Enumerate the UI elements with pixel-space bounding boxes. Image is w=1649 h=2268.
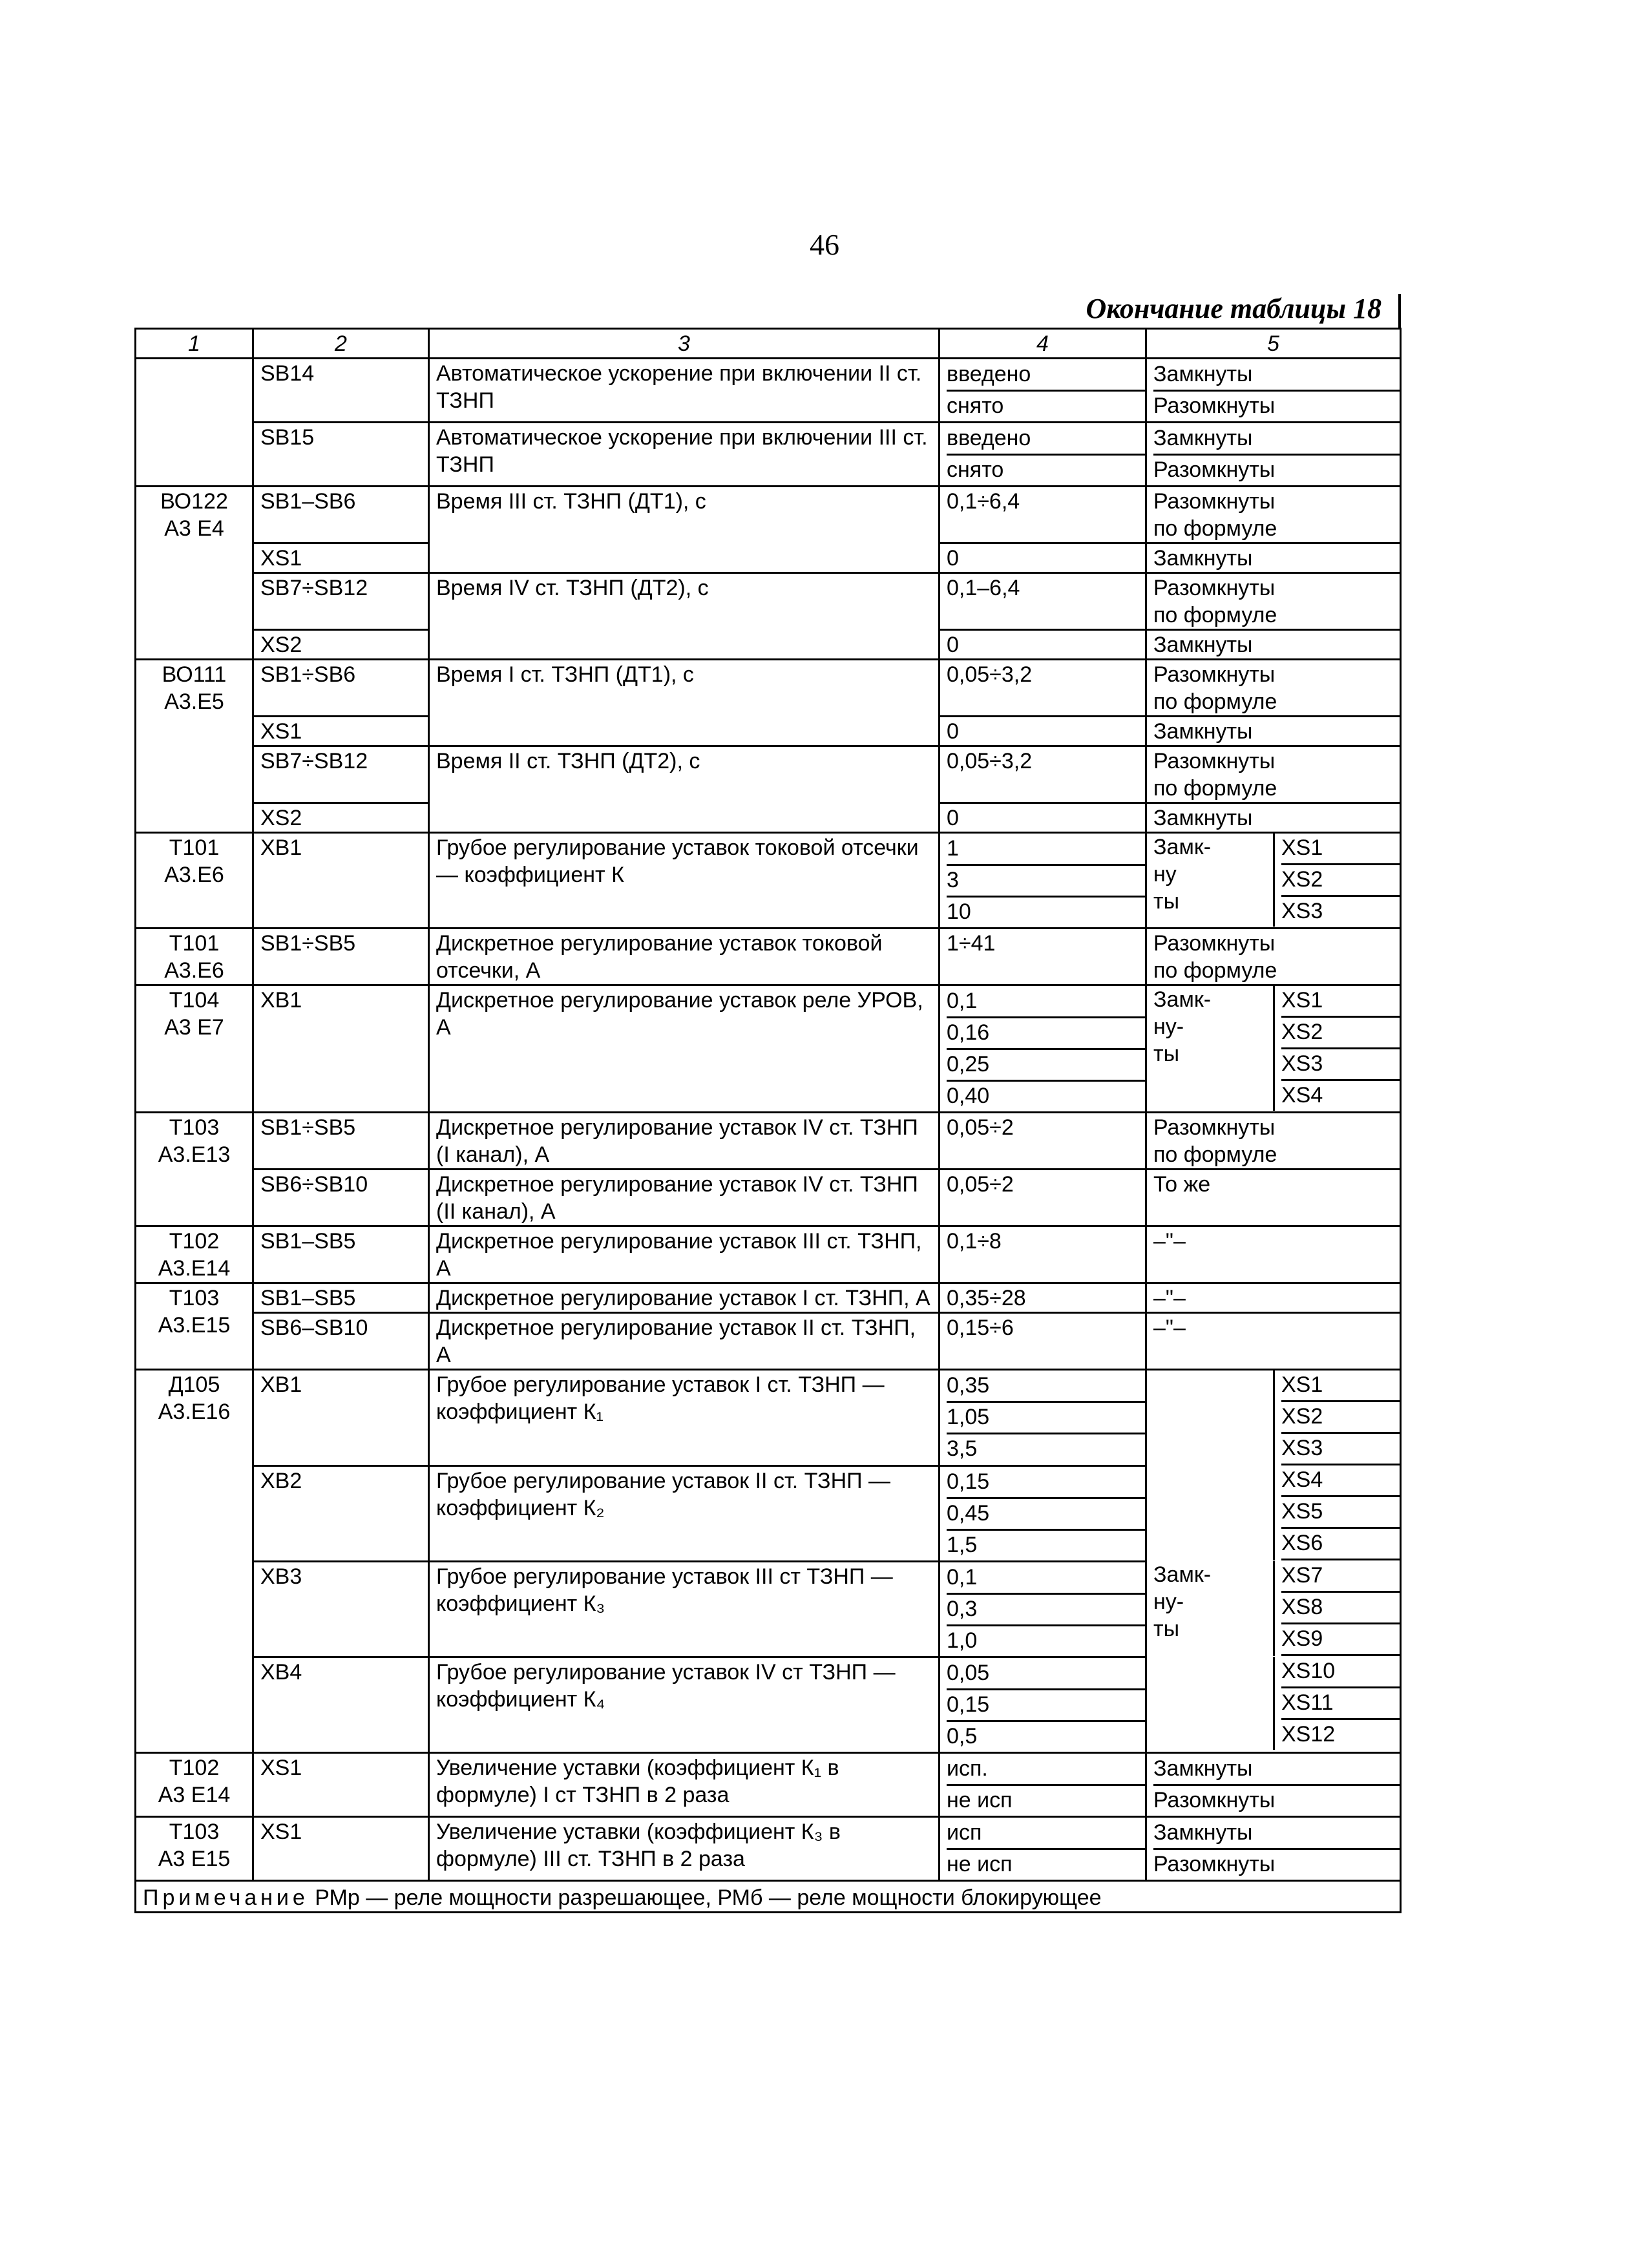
cell-element: XS2 [253,630,429,660]
state-label [1147,1370,1273,1465]
table-row [136,1657,1401,1752]
state-label-line: ты [1153,889,1180,914]
cell-element: SB14 [253,359,429,423]
block-id-line-stack [143,1114,246,1168]
cell-description: Дискретное регулирование уставок IV ст. ТЗНП (II канал), А [429,1170,940,1226]
block-id-line: А3.Е16 [158,1400,231,1424]
block-id-line: Т102 [169,1229,220,1254]
connector-line: XS4 [1281,1083,1323,1108]
cell-block-id [136,929,253,985]
cell-description: Дискретное регулирование уставок токовой отсечки, А [429,929,940,985]
value-line: введено [947,360,1145,392]
cell-element: SB1–SB5 [253,1226,429,1283]
cell-element: XS1 [253,1752,429,1816]
value-line: введено [947,424,1145,456]
connector-line: XS5 [1281,1497,1400,1529]
cell-block-id [136,1752,253,1816]
state-line: по формуле [1153,776,1277,801]
state-line-stack [1153,424,1400,485]
state-line-stack [1153,748,1393,802]
connector-line: XS4 [1281,1465,1400,1497]
state-line: Замкнуты [1153,360,1400,392]
cell-state [1146,1113,1401,1170]
cell-value: 0 [940,630,1146,660]
value-line: 1 [947,834,1145,866]
cell-state: Замкнуты [1146,717,1401,746]
cell-state: То же [1146,1170,1401,1226]
table-row [136,1465,1401,1561]
state-label [1147,1657,1273,1750]
cell-value: 0,05÷3,2 [940,746,1146,803]
connector-line: XS3 [1281,899,1323,923]
value-line-stack [947,987,1145,1111]
cell-state [1146,1370,1401,1466]
cell-value: 0,05÷2 [940,1170,1146,1226]
state-label-line: ты [1153,1617,1180,1641]
state-label-line: ну [1153,862,1177,887]
block-id-line: А3.Е6 [164,863,224,887]
cell-block-id [136,1370,253,1753]
cell-value [940,1816,1146,1880]
value-line-stack [947,1754,1145,1816]
state-line: Разомкнуты [1153,749,1276,773]
table-row [136,1370,1401,1466]
cell-element: SB1–SB6 [253,487,429,543]
table-row [136,1561,1401,1657]
state-label [1147,834,1273,927]
cell-block-id [136,1226,253,1283]
cell-state [1146,1816,1401,1880]
value-line: не исп [947,1851,1013,1876]
cell-block-id [136,660,253,833]
cell-element: SB1–SB5 [253,1283,429,1313]
connector-stack [1273,1561,1400,1656]
block-id-line-stack [143,1285,246,1339]
state-label-line: Замк- [1153,835,1212,859]
state-line: по формуле [1153,958,1277,983]
value-line: исп. [947,1754,1145,1786]
state-split [1147,1561,1400,1656]
value-line-stack [947,834,1145,927]
table-caption: Окончание таблицы 18 [1086,293,1381,324]
value-line: 1,05 [947,1403,1145,1434]
cell-block-id [136,1816,253,1880]
block-id-line-stack [143,834,246,888]
state-line: Разомкнуты [1153,1851,1276,1876]
cell-element: XS2 [253,803,429,833]
cell-element: XS1 [253,543,429,573]
block-id-line-stack [143,488,246,542]
cell-element: ХВ3 [253,1561,429,1657]
note-row [136,1880,1401,1912]
state-line: по формуле [1153,603,1277,627]
cell-state: Замкнуты [1146,543,1401,573]
connector-line: XS6 [1281,1529,1400,1560]
block-id-line-stack [143,1818,246,1873]
value-line-stack [947,1659,1145,1752]
state-line: Разомкнуты [1153,1787,1276,1812]
connector-line: XS2 [1281,1018,1400,1049]
block-id-line: А3 Е4 [164,516,224,541]
connector-line: XS12 [1281,1722,1336,1747]
block-id-line: А3 Е14 [158,1782,231,1807]
cell-block-id [136,1113,253,1226]
header-row [136,329,1401,359]
value-line: не исп [947,1787,1013,1812]
connector-stack [1273,986,1400,1111]
cell-description: Увеличение уставки (коэффициент К₃ в формуле) III ст. ТЗНП в 2 раза [429,1816,940,1880]
cell-element: ХВ4 [253,1657,429,1752]
header-col-2: 2 [253,329,429,359]
cell-block-id [136,359,253,487]
state-label [1147,1465,1273,1560]
value-line-stack [947,360,1145,421]
cell-state [1146,1752,1401,1816]
cell-description: Время II ст. ТЗНП (ДТ2), с [429,746,940,833]
cell-state [1146,660,1401,717]
cell-description: Грубое регулирование уставок II ст. ТЗНП — коэффициент К₂ [429,1465,940,1561]
value-line-stack [947,1818,1145,1880]
state-label-line-stack [1153,986,1266,1067]
block-id-line: А3.Е14 [158,1256,231,1281]
state-split [1147,834,1400,927]
cell-description: Время I ст. ТЗНП (ДТ1), с [429,660,940,746]
state-line: Замкнуты [1153,1754,1400,1786]
cell-element: ХВ1 [253,1370,429,1466]
state-line-stack [1153,574,1393,629]
block-id-line: А3.Е13 [158,1142,231,1167]
value-line: 0,1 [947,987,1145,1018]
connector-line: XS1 [1281,834,1400,865]
note-label: Примечание [143,1885,309,1910]
cell-state [1146,1561,1401,1657]
state-line-stack [1153,488,1393,542]
state-label-line-stack [1153,834,1266,915]
cell-value [940,1752,1146,1816]
cell-description: Грубое регулирование уставок IV ст ТЗНП — коэффициент К₄ [429,1657,940,1752]
value-line-stack [947,1467,1145,1560]
block-id-line: ВО122 [160,489,228,514]
cell-element: ХВ1 [253,833,429,929]
block-id-line: А3 Е15 [158,1846,231,1871]
block-id-line: Т103 [169,1115,220,1140]
value-line: 0,05 [947,1659,1145,1690]
value-line: 3 [947,866,1145,898]
state-line: по формуле [1153,1142,1277,1167]
table-row [136,1313,1401,1370]
value-line-stack [947,1371,1145,1464]
state-line: Разомкнуты [1153,931,1276,956]
block-id-line-stack [143,987,246,1041]
block-id-line: Т104 [169,988,220,1013]
cell-value: 0,1–6,4 [940,573,1146,630]
cell-state: Замкнуты [1146,630,1401,660]
cell-element: SB1÷SB5 [253,929,429,985]
value-line: 0,3 [947,1595,1145,1626]
cell-state [1146,423,1401,487]
state-split [1147,1657,1400,1750]
connector-line: XS7 [1281,1561,1400,1593]
cell-value [940,1561,1146,1657]
state-line: Разомкнуты [1153,394,1276,418]
block-id-line-stack [143,1228,246,1282]
value-line: 0,1 [947,1563,1145,1595]
state-label [1147,986,1273,1111]
state-line-stack [1153,1818,1400,1880]
cell-element: ХВ2 [253,1465,429,1561]
state-line-stack [1153,1114,1393,1168]
connector-line: XS3 [1281,1434,1400,1465]
cell-element: SB7÷SB12 [253,746,429,803]
cell-state [1146,487,1401,543]
cell-state [1146,985,1401,1113]
header-col-4: 4 [940,329,1146,359]
state-line: Разомкнуты [1153,489,1276,514]
cell-description: Грубое регулирование уставок III ст ТЗНП — коэффициент К₃ [429,1561,940,1657]
cell-value [940,1657,1146,1752]
state-split [1147,1370,1400,1465]
cell-state [1146,929,1401,985]
block-id-line: А3.Е15 [158,1313,231,1338]
block-id-line: А3.Е5 [164,689,224,714]
state-line-stack [1153,1754,1400,1816]
cell-description: Автоматическое ускорение при включении III ст. ТЗНП [429,423,940,487]
cell-description: Дискретное регулирование уставок реле УРОВ, А [429,985,940,1113]
connector-line: XS3 [1281,1049,1400,1081]
cell-state [1146,1657,1401,1752]
block-id-line: А3 Е7 [164,1015,224,1040]
state-split [1147,986,1400,1111]
cell-element: ХВ1 [253,985,429,1113]
cell-state [1146,359,1401,423]
value-line: 0,15 [947,1690,1145,1722]
connector-stack [1273,1465,1400,1560]
state-line: Разомкнуты [1153,576,1276,600]
table-row [136,929,1401,985]
cell-description: Увеличение уставки (коэффициент К₁ в формуле) I ст ТЗНП в 2 раза [429,1752,940,1816]
cell-description: Дискретное регулирование уставок I ст. ТЗНП, А [429,1283,940,1313]
cell-element: SB15 [253,423,429,487]
cell-value [940,833,1146,929]
table-row [136,573,1401,630]
block-id-line-stack [143,1371,246,1425]
cell-state [1146,833,1401,929]
header-col-1: 1 [136,329,253,359]
connector-line: XS11 [1281,1688,1400,1720]
cell-element: SB1÷SB6 [253,660,429,717]
state-line: Разомкнуты [1153,662,1276,687]
connector-line: XS9 [1281,1624,1400,1656]
value-line-stack [947,1563,1145,1656]
cell-value [940,1370,1146,1466]
caption-divider [1398,294,1401,328]
cell-block-id [136,487,253,660]
state-line: Разомкнуты [1153,457,1276,482]
cell-value: 0 [940,717,1146,746]
table-row [136,423,1401,487]
cell-description: Дискретное регулирование уставок IV ст. ТЗНП (I канал), А [429,1113,940,1170]
state-label-line: ну- [1153,1590,1184,1614]
block-id-line: Т103 [169,1286,220,1310]
cell-description: Грубое регулирование уставок токовой отсечки — коэффициент К [429,833,940,929]
cell-value [940,1465,1146,1561]
state-label-line: Замк- [1153,987,1212,1012]
state-label-line: ты [1153,1042,1180,1066]
value-line-stack [947,424,1145,485]
note-cell [136,1880,1401,1912]
block-id-line: ВО111 [162,662,227,687]
cell-state: –"– [1146,1226,1401,1283]
state-label [1147,1561,1273,1656]
value-line: 0,25 [947,1050,1145,1082]
settings-table [134,328,1402,1913]
table-row [136,359,1401,423]
value-line: 0,5 [947,1723,978,1748]
state-line: Разомкнуты [1153,1115,1276,1140]
state-line: Замкнуты [1153,424,1400,456]
table-row [136,1752,1401,1816]
block-id-line: Д105 [168,1372,220,1397]
table-row [136,1283,1401,1313]
block-id-line: Т101 [169,835,220,860]
header-col-3: 3 [429,329,940,359]
value-line: 1,0 [947,1628,978,1653]
cell-element: SB6–SB10 [253,1313,429,1370]
block-id-line: Т103 [169,1819,220,1844]
connector-stack [1273,834,1400,927]
table-row [136,1113,1401,1170]
connector-line: XS2 [1281,1402,1400,1434]
cell-state: –"– [1146,1283,1401,1313]
cell-value: 0,1÷6,4 [940,487,1146,543]
header-col-5: 5 [1146,329,1401,359]
cell-description: Дискретное регулирование уставок III ст. ТЗНП, А [429,1226,940,1283]
value-line: 1,5 [947,1532,978,1557]
value-line: 0,16 [947,1018,1145,1050]
state-line-stack [1153,930,1393,984]
table-row [136,833,1401,929]
cell-element: SB7÷SB12 [253,573,429,630]
table-row [136,1226,1401,1283]
cell-value: 0,1÷8 [940,1226,1146,1283]
table-row [136,487,1401,543]
block-id-line-stack [143,1754,246,1809]
cell-state: Замкнуты [1146,803,1401,833]
table-row [136,746,1401,803]
state-line: по формуле [1153,516,1277,541]
cell-state [1146,746,1401,803]
cell-value: 0 [940,543,1146,573]
state-line-stack [1153,661,1393,715]
cell-state [1146,573,1401,630]
cell-value: 0,15÷6 [940,1313,1146,1370]
cell-value: 0 [940,803,1146,833]
state-line: по формуле [1153,689,1277,714]
block-id-line-stack [143,930,246,984]
table-row [136,660,1401,717]
value-line: 0,45 [947,1499,1145,1531]
cell-element: SB6÷SB10 [253,1170,429,1226]
value-line: 0,35 [947,1371,1145,1403]
cell-block-id [136,1283,253,1370]
cell-value: 0,05÷3,2 [940,660,1146,717]
cell-description: Время III ст. ТЗНП (ДТ1), с [429,487,940,573]
block-id-line-stack [143,661,246,715]
cell-description: Грубое регулирование уставок I ст. ТЗНП — коэффициент К₁ [429,1370,940,1466]
value-line: 3,5 [947,1436,978,1461]
state-split [1147,1465,1400,1560]
cell-element: XS1 [253,1816,429,1880]
state-label-line: Замк- [1153,1562,1212,1587]
cell-value [940,359,1146,423]
cell-value: 1÷41 [940,929,1146,985]
cell-description: Дискретное регулирование уставок II ст. ТЗНП, А [429,1313,940,1370]
connector-line: XS10 [1281,1657,1400,1688]
state-label-line: ну- [1153,1014,1184,1039]
table-row [136,1816,1401,1880]
state-line: Замкнуты [1153,1818,1400,1850]
value-line: снято [947,394,1004,418]
value-line: 0,40 [947,1084,990,1108]
cell-block-id [136,833,253,929]
page-number: 46 [810,228,839,261]
note-text: РМр — реле мощности разрешающее, РМб — реле мощности блокирующее [315,1885,1102,1910]
cell-block-id [136,985,253,1113]
value-line: снято [947,457,1004,482]
state-line-stack [1153,360,1400,421]
cell-element: XS1 [253,717,429,746]
value-line: исп [947,1818,1145,1850]
connector-stack [1273,1657,1400,1750]
connector-line: XS8 [1281,1593,1400,1624]
cell-value [940,985,1146,1113]
connector-line: XS1 [1281,1370,1400,1402]
connector-line: XS2 [1281,865,1400,897]
cell-element: SB1÷SB5 [253,1113,429,1170]
cell-state [1146,1465,1401,1561]
table-row [136,985,1401,1113]
connector-stack [1273,1370,1400,1465]
cell-state: –"– [1146,1313,1401,1370]
value-line: 10 [947,899,971,924]
cell-value: 0,35÷28 [940,1283,1146,1313]
cell-description: Время IV ст. ТЗНП (ДТ2), с [429,573,940,660]
table-row [136,1170,1401,1226]
state-label-line-stack [1153,1561,1266,1643]
block-id-line: Т101 [169,931,220,956]
block-id-line: Т102 [169,1755,220,1780]
cell-value: 0,05÷2 [940,1113,1146,1170]
connector-line: XS1 [1281,986,1400,1018]
value-line: 0,15 [947,1467,1145,1499]
block-id-line: А3.Е6 [164,958,224,983]
cell-value [940,423,1146,487]
cell-description: Автоматическое ускорение при включении II ст. ТЗНП [429,359,940,423]
